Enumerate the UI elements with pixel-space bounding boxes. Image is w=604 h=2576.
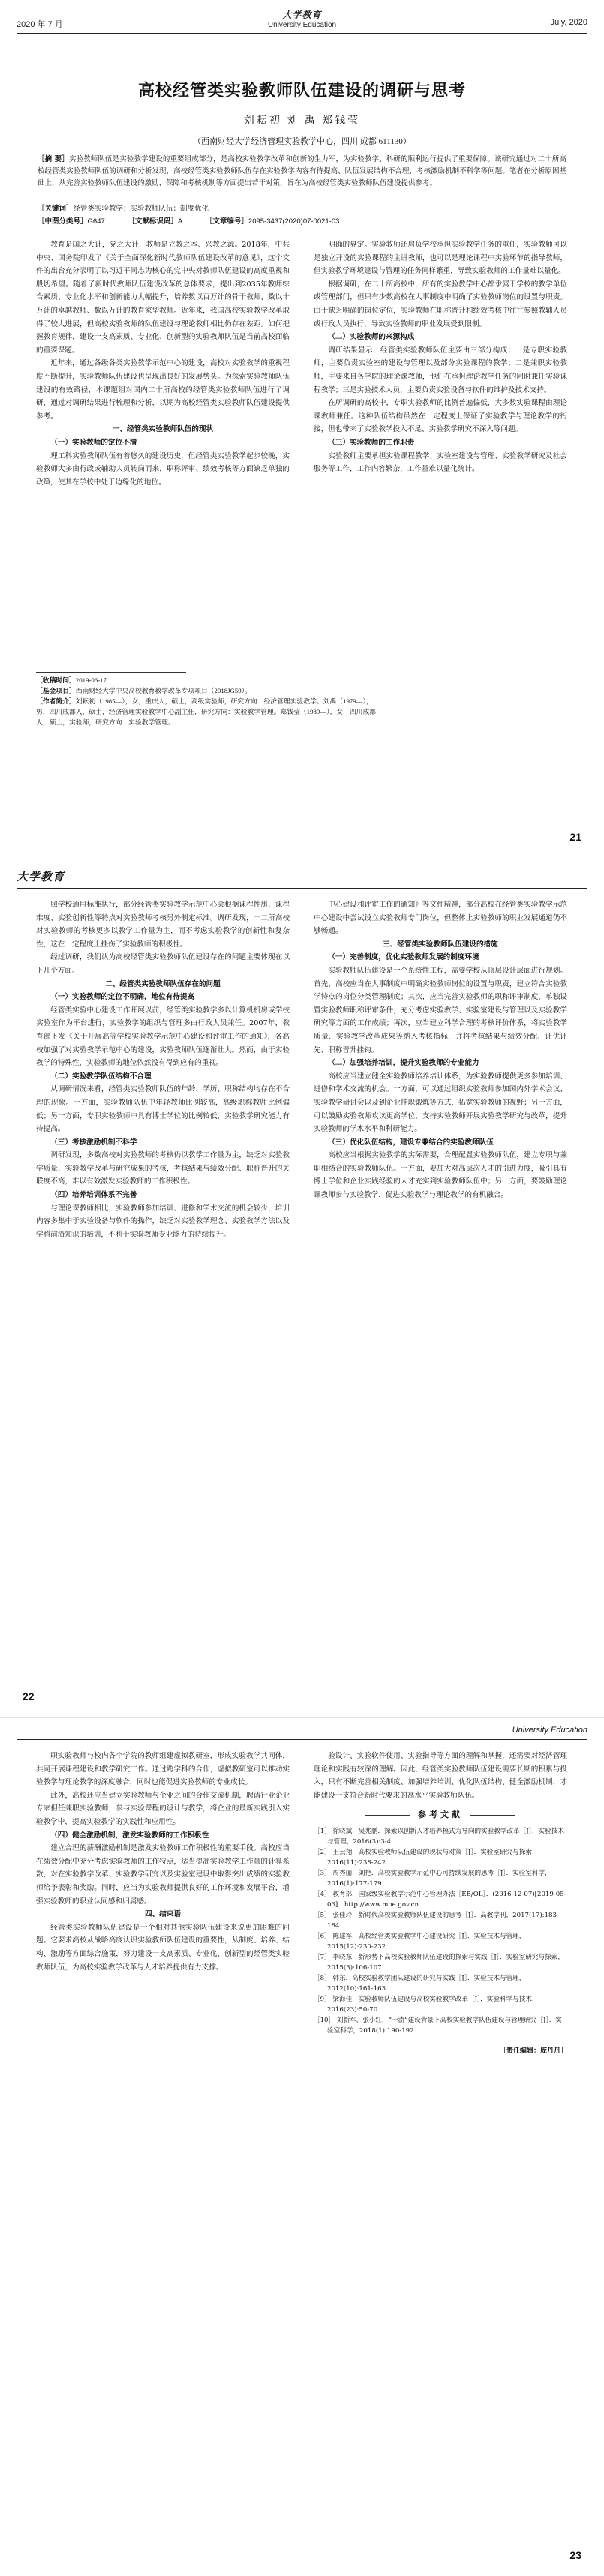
footnote-received: ［收稿时间］2019-06-17 xyxy=(36,676,107,684)
paragraph: 在所调研的高校中，专职实验教师的比例普遍偏低，大多数实验课程由理论课教师兼任。这种队伍结构虽然在一定程度上保证了实验教学与理论教学的衔接，但也带来了实验教学投入不足、实验教学研究不深入等问题。 xyxy=(314,399,567,434)
body-column-left xyxy=(36,238,290,489)
subsection-heading: （二）实验教学队伍结构不合理 xyxy=(50,1072,152,1081)
header-divider xyxy=(17,888,587,889)
paragraph: 照学校通用标准执行，部分经管类实验教学示范中心会根据课程性质、课程难度、实验创新性等特点对实验教师考核另外制定标准。调研发现，十二所高校对实验教师的考核更多以教学工作量为主，而不考虑实验教学的创新性和复杂性，这在一定程度上挫伤了实验教师的积极性。 xyxy=(36,901,290,949)
paragraph: 验设计、实验软件使用、实验指导等方面的理解和掌握，还需要对经济管理理论和实践有较深的理解。因此，经管类实验教师队伍建设需要长期的积累与投入，只有不断完善相关制度、加强培养培训、优化队伍结构、健全激励机制，才能建设一支符合新时代要求的高水平实验教师队伍。 xyxy=(314,1752,567,1800)
divider xyxy=(365,1815,410,1816)
keywords-text: 经管类实验教学；实验教师队伍；制度优化 xyxy=(73,205,209,213)
paragraph: 高校应当根据实验教学的实际需要，合理配置实验教师队伍，建立专职与兼职相结合的实验教师队伍。一方面，要加大对高层次人才的引进力度，吸引具有博士学位和企业实践经验的人才充实到实验教师队伍中；另一方面，要鼓励理论课教师参与实验教学，促进实验教学与理论教学的有机融合。 xyxy=(314,1151,567,1200)
reference-item: ［6］ 陈建军．高校经管类实验教学中心建设研究［J］．实验技术与管理，2015(12):230-232. xyxy=(314,1932,526,1951)
journal-logo: 大学教育 xyxy=(17,870,65,883)
journal-name xyxy=(17,10,587,30)
subsection-heading: （三）考核激励机制不科学 xyxy=(50,1138,137,1147)
abstract xyxy=(38,154,566,190)
page-1 xyxy=(0,0,604,859)
article-code: ［文章编号］2095-3437(2020)07-0021-03 xyxy=(205,217,340,226)
body-column-right xyxy=(314,1750,567,2059)
paragraph: 近年来，通过各级各类实验教学示范中心的建设，高校对实验教学的重视程度不断提升，实验教师队伍建设也呈现出良好的发展势头。为探索实验教师队伍建设的有效路径，本课题组对国内二十所高校的经管类实验教师队伍进行了调研，通过对调研结果进行梳理和分析，以期为高校经管类实验教师队伍建设提供参考。 xyxy=(36,359,290,421)
header-divider xyxy=(17,33,587,34)
reference-item: ［3］ 周秀丽，刘艳．高校实验教学示范中心可持续发展的思考［J］．实验室科学，2016(1):177-179. xyxy=(314,1869,551,1888)
page-3 xyxy=(0,1717,604,2576)
subsection-heading: （四）健全激励机制，激发实验教师的工作积极性 xyxy=(50,1831,209,1840)
footnote-fund: ［基金项目］西南财经大学中央高校教育教学改革专项项目（2018JG59）。 xyxy=(36,687,251,694)
page-number: 22 xyxy=(23,1690,35,1702)
subsection-heading: （四）培养培训体系不完善 xyxy=(50,1191,137,1200)
header-date-en: July, 2020 xyxy=(550,18,587,27)
paragraph: 经管类实验中心建设工作开展以前，经管类实验教学多以计算机机房或学校实验室作为平台进行，实验教学的组织与管理多由行政人员兼任。2007年，教育部下发《关于开展高等学校实验教学示范中心建设和评审工作的通知》，各高校加强了对实验教学示范中心的建设，实验教师队伍逐渐壮大。然而，由于实验教学的特殊性，实验教师的地位依然没有得到应有的重视。 xyxy=(36,1006,290,1068)
footnotes xyxy=(36,675,381,727)
paragraph: 从调研情况来看，经管类实验教师队伍的年龄、学历、职称结构均存在不合理的现象。一方面，实验教师队伍中年轻教师比例较高，高级职称教师比例偏低；另一方面，专职实验教师中具有博士学位的比例较低，实验教学研究能力有待提高。 xyxy=(36,1085,290,1134)
page-number: 21 xyxy=(569,831,581,843)
paragraph: 此外，高校还应当建立实验教师与企业之间的合作交流机制，聘请行业企业专家担任兼职实验教师，参与实验课程的设计与教学，将企业的最新实践引入实验教学中，提高实验教学的实践性和应用性。 xyxy=(36,1791,290,1826)
body-column-left xyxy=(36,1750,290,1974)
references-list xyxy=(314,1826,567,2036)
paragraph: 经管类实验教师队伍建设是一个相对其他实验队伍建设来说更加困难的问题。它要求高校从战略高度认识实验教师队伍建设的重要性，从制度、培养、结构、激励等方面综合施策，努力建设一支高素质、专业化、创新型的经管类实验教师队伍，为高校实验教学改革与人才培养提供有力支撑。 xyxy=(36,1923,290,1972)
reference-item: ［10］ 刘新军，张小红．“一流”建设背景下高校实验教学队伍建设与管理研究［J］．实验室科学，2018(1):190-192. xyxy=(314,2016,562,2035)
subsection-heading: （一）实验教师的定位不清 xyxy=(50,438,137,447)
footnote-divider xyxy=(36,672,186,673)
paragraph: 建立合理的薪酬激励机制是激发实验教师工作积极性的重要手段。高校应当在绩效分配中充分考虑实验教师的工作特点，适当提高实验教学工作量的计算系数，对在实验教学改革、实验教学研究以及实验室建设中取得突出成绩的实验教师给予表彰和奖励。同时，应当为实验教师提供良好的工作环境和发展平台，增强实验教师的职业认同感和归属感。 xyxy=(36,1844,290,1906)
journal-name-en: University Education xyxy=(267,21,337,29)
references-title: 参考文献 xyxy=(418,1810,463,1820)
affiliation: （西南财经大学经济管理实验教学中心，四川 成都 611130） xyxy=(193,137,411,146)
classification xyxy=(38,215,566,226)
paragraph: 职实验教师与校内各个学院的教师组建虚拟教研室，形成实验教学共同体，共同开展课程建设和教学研究工作。通过跨学科的合作，虚拟教研室可以推动实验教学与理论教学的深度融合，同时也能促进实验教师的专业成长。 xyxy=(36,1752,290,1787)
running-header xyxy=(17,10,587,31)
section-heading: 三、经管类实验教师队伍建设的措施 xyxy=(383,940,498,949)
keywords xyxy=(38,202,566,213)
paragraph: 实验教师队伍建设是一个系统性工程，需要学校从顶层设计层面进行规划。首先，高校应当在人事制度中明确实验教师岗位的设置与职责，建立符合实验教学特点的岗位分类管理制度；其次，应当完善实验教师的职称评审制度，单独设置实验教师职称评审条件，充分考虑实验教学、实验室建设与管理以及实验教学研究等方面的工作成绩；再次，应当建立科学合理的考核评价体系，将实验教学质量、实验教学改革成果等纳入考核指标，并将考核结果与绩效分配、评优评先、职称晋升挂钩。 xyxy=(314,966,567,1054)
paragraph: 与理论课教师相比，实验教师参加培训、进修和学术交流的机会较少，培训内容多集中于实验设备与软件的操作，缺乏对实验教学理念、实验教学方法以及学科前沿知识的培训，不利于实验教师专业能力的持续提升。 xyxy=(36,1204,290,1239)
references-heading xyxy=(314,1808,567,1822)
class-code: ［中图分类号］G647 xyxy=(38,217,105,226)
paragraph: 高校应当建立健全实验教师培养培训体系，为实验教师提供更多参加培训、进修和学术交流的机会。一方面，可以通过组织实验教师参加国内外学术会议、实验教学研讨会以及到企业挂职锻炼等方式，拓宽实验教师的视野；另一方面，可以鼓励实验教师攻读更高学位，支持实验教师开展实验教学研究与改革，提升实验教师的学术水平和科研能力。 xyxy=(314,1072,567,1134)
reference-item: ［4］ 教育部．国家级实验教学示范中心管理办法［EB/OL］．(2016-12-07)[2019-05-03]．http://www.moe.gov.cn. xyxy=(314,1890,566,1909)
reference-item: ［7］ 李晓东．新形势下高校实验教师队伍建设的探索与实践［J］．实验室研究与探索，2015(3):106-107. xyxy=(314,1953,564,1972)
paragraph: 调研发现，多数高校对实验教师的考核仍以教学工作量为主，缺乏对实验教学质量、实验教学改革与研究成果的考核，考核结果与绩效分配、职称晋升的关联度不高，难以有效激发实验教师的工作积极性。 xyxy=(36,1151,290,1186)
paragraph: 经过调研，我们认为高校经管类实验教师队伍建设存在的问题主要体现在以下几个方面。 xyxy=(36,953,290,975)
reference-item: ［1］ 徐晓斌，吴兆鹏．探索以创新人才培养模式为导向的实验教学改革［J］．实验技术与管理，2016(3):3-4. xyxy=(314,1827,564,1846)
paragraph: 实验教师主要承担实验课程教学、实验室建设与管理、实验教学研究及社会服务等工作，工作内容繁杂，工作量难以量化统计。 xyxy=(314,451,567,474)
reference-item: ［2］ 王云翔．高校实验教师队伍建设的现状与对策［J］．实验室研究与探索，2016(11):238-242. xyxy=(314,1848,539,1867)
body-column-right xyxy=(314,898,567,1202)
divider xyxy=(470,1815,515,1816)
keywords-label: ［关键词］ xyxy=(38,205,74,213)
editor-note: ［责任编辑：庞丹丹］ xyxy=(499,2047,567,2055)
section-heading: 二、经管类实验教师队伍存在的问题 xyxy=(105,979,221,988)
subsection-heading: （三）实验教师的工作职责 xyxy=(328,438,415,447)
page-2 xyxy=(0,859,604,1717)
reference-item: ［8］ 韩东．高校实验教学团队建设的研究与实践［J］．实验技术与管理，2012(10):161-163. xyxy=(314,1974,526,1993)
subsection-heading: （一）完善制度，优化实验教师发展的制度环境 xyxy=(328,953,479,962)
paragraph: 调研结果显示，经管类实验教师队伍主要由三部分构成：一是专职实验教师，主要负责实验室的建设与管理以及部分实验课程的教学；二是兼职实验教师，主要来自各学院的理论课教师，他们在承担理论教学任务的同时兼任实验课程教学；三是实验技术人员，主要负责实验设备与软件的维护及技术支持。 xyxy=(314,346,567,394)
doc-code: ［文献标识码］A xyxy=(128,217,183,226)
footnote-author: ［作者简介］刘耘初（1985—），女，重庆人，硕士，高级实验师，研究方向：经济管理实验教学。刘禹（1979—），男，四川成都人，硕士，经济管理实验教学中心副主任，研究方向：实验教学管理。郑钱莹（1989—），女，四川成都人，硕士，实验师，研究方向：实验教学管理。 xyxy=(36,697,377,726)
page-number: 23 xyxy=(569,2549,581,2561)
section-heading: 四、结束语 xyxy=(145,1910,181,1919)
subsection-heading: （三）优化队伍结构，建设专兼结合的实验教师队伍 xyxy=(328,1138,494,1147)
subsection-heading: （二）实验教师的来源构成 xyxy=(328,333,415,342)
paragraph: 理工科实验教师队伍有着悠久的建设历史，但经管类实验教学起步较晚，实验教师大多由行政或辅助人员转岗而来，职称评审、绩效考核等方面缺乏单独的政策，使其在学校中处于边缘化的地位。 xyxy=(36,451,290,487)
authors: 刘耘初 刘 禹 郑钱莹 xyxy=(243,115,361,127)
subsection-heading: （一）实验教师的定位不明确，地位有待提高 xyxy=(50,993,195,1002)
body-column-right xyxy=(314,238,567,476)
abstract-text: 实验教师队伍是实验教学建设的重要组成部分，是高校实验教学改革和创新的生力军，为实验教学、科研的顺利运行提供了重要保障。该研究通过对二十所高校经管类实验教师队伍的调研和分析发现，高校经管类实验教师队伍存在实验教学内容有待提高、队伍发展结构不合理、考核激励机制不科学等问题。笔者在分析原因基础上，从完善实验教师队伍建设的激励、保障和考核机制等方面提出若干对策，旨在为高校经管类实验教师队伍建设提供参考。 xyxy=(38,155,566,187)
reference-item: ［9］ 梁海佳．实验教师队伍建设与高校实验教学改革［J］．实验科学与技术，2016(23):50-70. xyxy=(314,1995,539,2014)
header-date: 2020 年 7 月 xyxy=(17,20,63,29)
paragraph: 教育是国之大计，党之大计，教师是立教之本、兴教之源。2018年，中共中央、国务院印发了《关于全面深化新时代教师队伍建设改革的意见》，这个文件的出台充分表明了以习近平同志为核心的党中央对教师队伍建设的高度重视和殷切希望。随着了新时代教师队伍建设改革的总体要求，提出到2035年教师综合素质、专业化水平和创新能力大幅提升，培养数以百万计的骨干教师、数以十万计的卓越教师、数以万计的教育家型教师。近年来，我国高校实验教学改革取得了较大进展，但高校实验教师的队伍建设与理论教师相比仍存在差距。如何把握教育规律，建设一支高素质、专业化、创新型的实验教师队伍是当前高校面临的重要课题。 xyxy=(36,241,290,355)
abstract-label: ［摘 要］ xyxy=(38,155,69,163)
header-divider xyxy=(17,1739,587,1740)
journal-name-en: University Education xyxy=(512,1726,587,1735)
reference-item: ［5］ 张佳玲．新时代高校实验教师队伍建设的思考［J］．高教学刊，2017(17):183-184. xyxy=(314,1911,559,1930)
article-title: 高校经管类实验教师队伍建设的调研与思考 xyxy=(137,81,466,100)
paragraph: 中心建设和评审工作的通知》等文件精神，部分高校在经管类实验教学示范中心建设中尝试设立实验教师专门岗位，但整体上实验教师的职业发展通道仍不够畅通。 xyxy=(314,901,567,936)
section-heading: 一、经管类实验教师队伍的现状 xyxy=(112,425,214,434)
body-column-left xyxy=(36,898,290,1241)
paragraph: 明确的界定。实验教师还肩负学校承担实验教学任务的重任，实验教师可以是独立开设的实验课程的主讲教师，也可以是理论课程中实验环节的指导教师，但实验教学环境建设与管理的任务同样繁重，导致实验教师的工作量难以量化。 xyxy=(314,241,567,276)
subsection-heading: （二）加强培养培训，提升实验教师的专业能力 xyxy=(328,1059,479,1068)
journal-name-cn: 大学教育 xyxy=(282,10,322,20)
paragraph: 根据调研，在二十所高校中，所有的实验教学中心都隶属于学校的教学单位或管理部门，但只有少数高校在人事制度中明确了实验教师岗位的设置与职责。由于缺乏明确的岗位定位，实验教师在职称晋升和绩效考核中往往参照教辅人员或行政人员执行，导致实验教师的职业发展受到限制。 xyxy=(314,280,567,328)
